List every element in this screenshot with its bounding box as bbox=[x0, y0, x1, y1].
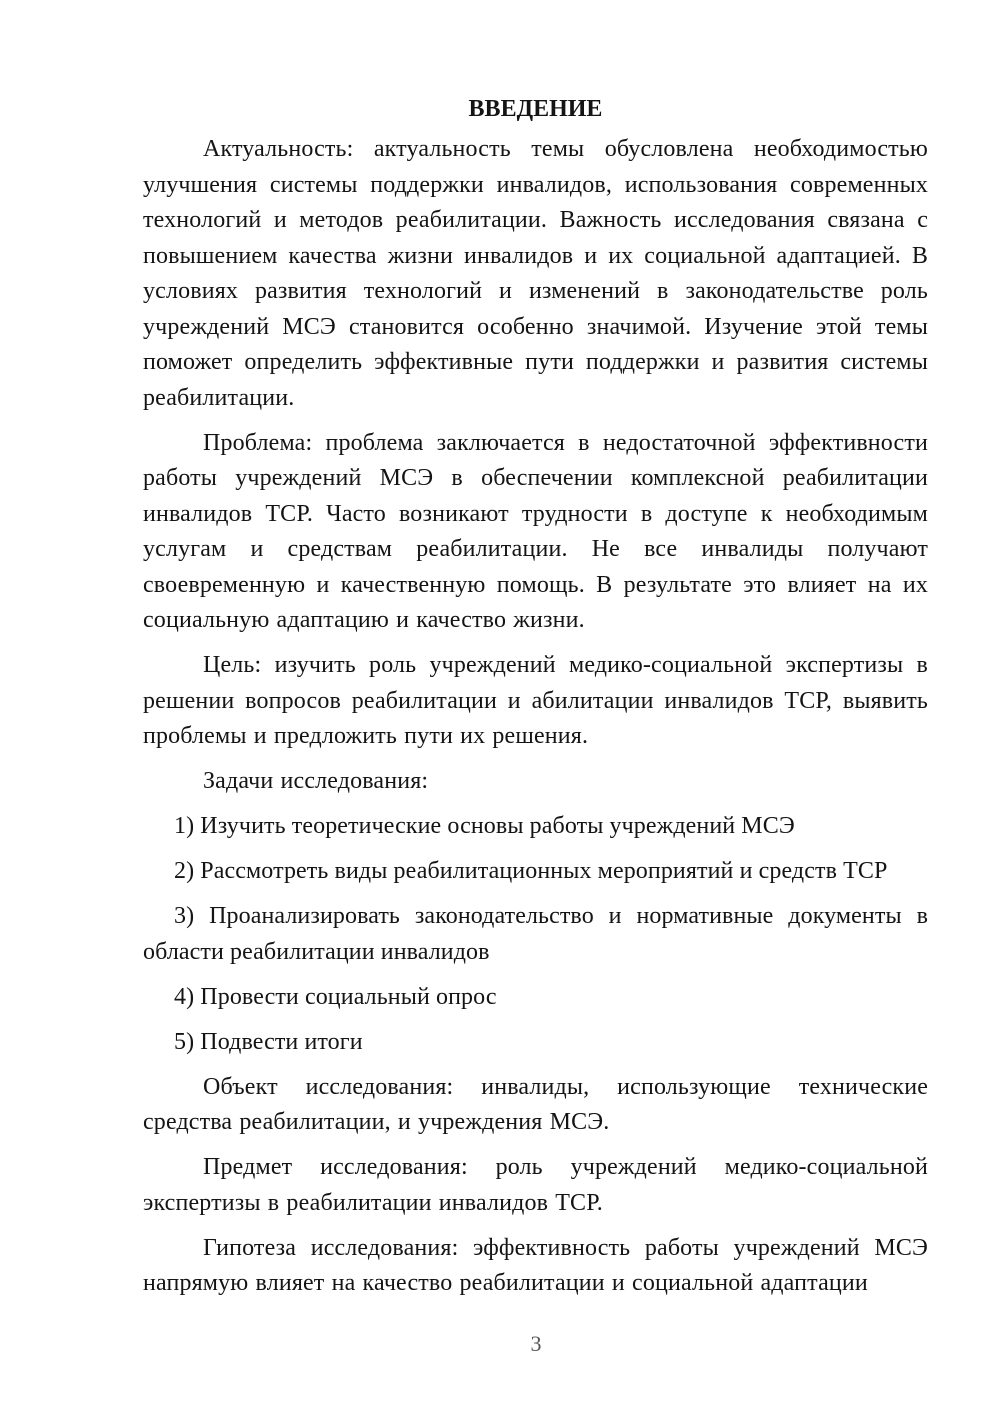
paragraph-subject: Предмет исследования: роль учреждений медико-социальной экспертизы в реабилитации инвалидов ТСР. bbox=[143, 1154, 928, 1216]
page-number: 3 bbox=[530, 1331, 542, 1356]
task-item-3: 3) Проанализировать законодательство и нормативные документы в области реабилитации инвалидов bbox=[143, 903, 928, 965]
task-item-5: 5) Подвести итоги bbox=[174, 1028, 363, 1055]
task-item-1: 1) Изучить теоретические основы работы учреждений МСЭ bbox=[174, 813, 795, 839]
paragraph-object: Объект исследования: инвалиды, использующие технические средства реабилитации, и учреждения МСЭ. bbox=[143, 1073, 928, 1135]
paragraph-relevance: Актуальность: актуальность темы обусловлена необходимостью улучшения системы поддержки инвалидов, использования современных технологий и методов реабилитации. Важность исследования связана с повышением качества жизни инвалидов и их социальной адаптацией. В условиях развития технологий и изменений в законодательстве роль учреждений МСЭ становится особенно значимой. Изучение этой темы поможет определить эффективные пути поддержки и развития системы реабилитации. bbox=[143, 136, 928, 411]
section-heading: ВВЕДЕНИЕ bbox=[468, 96, 603, 122]
paragraph-goal: Цель: изучить роль учреждений медико-социальной экспертизы в решении вопросов реабилитации и абилитации инвалидов ТСР, выявить проблемы и предложить пути их решения. bbox=[143, 652, 928, 749]
paragraph-problem: Проблема: проблема заключается в недостаточной эффективности работы учреждений МСЭ в обеспечении комплексной реабилитации инвалидов ТСР. Часто возникают трудности в доступе к необходимым услугам и средствам реабилитации. Не все инвалиды получают своевременную и качественную помощь. В результате это влияет на их социальную адаптацию и качество жизни. bbox=[143, 429, 928, 633]
task-item-4: 4) Провести социальный опрос bbox=[174, 983, 497, 1010]
task-item-2: 2) Рассмотреть виды реабилитационных мероприятий и средств ТСР bbox=[174, 858, 888, 884]
paragraph-hypothesis: Гипотеза исследования: эффективность работы учреждений МСЭ напрямую влияет на качество реабилитации и социальной адаптации bbox=[143, 1234, 928, 1296]
paragraph-tasks-intro: Задачи исследования: bbox=[203, 768, 429, 794]
document-body bbox=[143, 91, 928, 1311]
